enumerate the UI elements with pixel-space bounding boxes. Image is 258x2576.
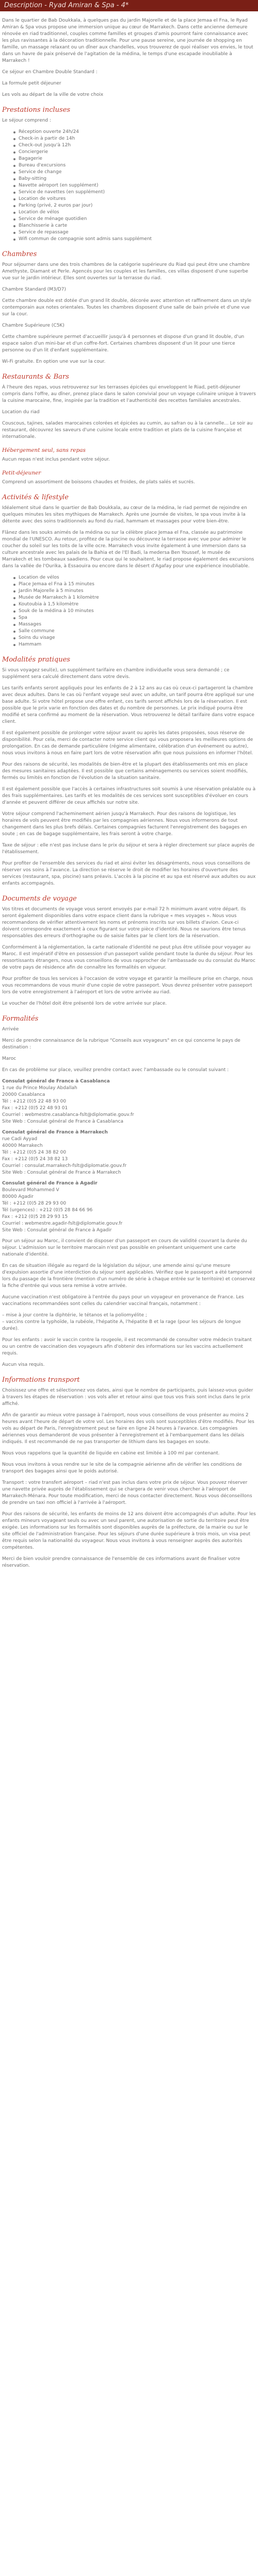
formalites-contact: En cas de problème sur place, veuillez prendre contact avec l'ambassade ou le consulat suivant :	[2, 1067, 229, 1073]
chambre-superieure-desc: Cette chambre supérieure permet d'accueillir jusqu'à 4 personnes et dispose d'un grand lit double, d'un espace salon d'un mini-bar et d'un coffre-fort. Certaines chambres disposent d'un lit pour une tierce personne ou d'un lit d'enfant supplémentaire.	[2, 334, 245, 353]
services-list	[2, 129, 256, 243]
list-item: Service de navettes (en supplément)	[13, 189, 256, 196]
list-item: Jardin Majorelle à 5 minutes	[13, 588, 256, 595]
activites-list	[2, 574, 256, 648]
transport-p5: Transport : votre transfert aéroport – riad n'est pas inclus dans votre prix de séjour. Vous pouvez réserver une navette privée auprès de l'établissement qui se chargera de venir vous chercher à l'aéroport de Marrakech-Ménara. Pour toute modification, merci de nous contacter directement. Nous vous déconseillons de prendre un taxi non officiel à l'arrivée à l'aéroport.	[2, 1480, 252, 1505]
bullet-icon	[13, 232, 15, 234]
bullet-icon	[13, 158, 15, 160]
list-item: Place Jemaa el Fna à 15 minutes	[13, 581, 256, 588]
restaurants-location: Location du riad	[2, 410, 40, 415]
bullet-icon	[13, 644, 15, 646]
list-item: Salle commune	[13, 628, 256, 635]
formalites-enfants: Pour les enfants : avoir le vaccin contre la rougeole, il est recommandé de consulter votre médecin traitant ou un centre de vaccination des voyageurs afin d'obtenir des informations sur les vaccins actuellement requis.	[2, 1337, 252, 1356]
list-item: Koutoubia à 1,5 kilomètre	[13, 601, 256, 608]
list-item: Check-out jusqu'à 12h	[13, 142, 256, 149]
bullet-icon	[13, 151, 15, 154]
heading-chambres: Chambres	[2, 250, 37, 258]
bullet-icon	[13, 172, 15, 174]
bullet-icon	[13, 590, 15, 592]
consulate-agadir-lines: Boulevard Mohammed V 80000 Agadir Tél : +212 (0)5 28 29 93 00 Tél (urgences) : +212 (0)5 28 84 66 96 Fax : +212 (0)5 28 29 93 15 Courriel : webmestre.agadir-fslt@diplomatie.gouv.fr Site Web : Consulat général de France à Agadir	[2, 1188, 123, 1233]
modalites-p8: Pour profiter de l'ensemble des services du riad et ainsi éviter les désagréments, nous vous conseillons de réserver vos soins à l'avance. La direction se réserve le droit de modifier les horaires d'ouverture des services (restaurant, spa, piscine) sans préavis. L'accès à la piscine et au spa est réservé aux adultes ou aux enfants accompagnés.	[2, 861, 256, 886]
documents-p4: Le voucher de l'hôtel doit être présenté lors de votre arrivée sur place.	[2, 1001, 167, 1006]
chambre-wifi-note: Wi-Fi gratuite. En option une vue sur la cour.	[2, 359, 106, 364]
heading-services-inclus: Prestations incluses	[2, 106, 71, 114]
bullet-icon	[13, 624, 15, 626]
chambre-standard-title: Chambre Standard (M3/D7)	[2, 287, 66, 292]
heading-documents: Documents de voyage	[2, 895, 77, 903]
bullet-icon	[13, 584, 15, 586]
formalites-conseils: Merci de prendre connaissance de la rubrique "Conseils aux voyageurs" en ce qui concerne le pays de destination :	[2, 1038, 240, 1050]
bullet-icon	[13, 131, 15, 133]
bullet-icon	[13, 225, 15, 227]
consulate-agadir-title: Consulat général de France à Agadir	[2, 1181, 98, 1186]
modalites-p6: Votre séjour comprend l'acheminement aérien jusqu'à Marrakech. Pour des raisons de logistique, les horaires de vols peuvent être modifiés par les compagnies aériennes. Nous vous informerons de tout changement dans les plus brefs délais. Certaines compagnies facturent l'enregistrement des bagages en soute ; en cas de bagage supplémentaire, les frais seront à votre charge.	[2, 811, 247, 837]
bullet-icon	[13, 611, 15, 613]
bullet-icon	[13, 604, 15, 606]
bullet-icon	[13, 138, 15, 140]
bullet-icon	[13, 178, 15, 180]
list-item: Service de ménage quotidien	[13, 216, 256, 223]
modalites-p2: Les tarifs enfants seront appliqués pour les enfants de 2 à 12 ans au cas où ceux-ci partageront la chambre avec deux adultes. Dans le cas où l'enfant voyage seul avec un adulte, un tarif pourra être appliqué sur une base adulte. Si votre hôtel propose une offre enfant, ces tarifs seront affichés lors de la réservation. Il est possible que le prix varie en fonction des dates et du nombre de personnes. Le prix indiqué pourra être modifié et sera confirmé au moment de la réservation. Vous retrouverez le détail tarifaire dans votre espace client.	[2, 686, 254, 724]
heading-transport: Informations transport	[2, 1376, 80, 1384]
documents-p2: Conformément à la réglementation, la carte nationale d'identité ne peut plus être utilisée pour voyager au Maroc. Il est impératif d'être en possession d'un passeport valide pendant toute la durée du séjour. Pour les ressortissants étrangers, nous vous conseillons de vous rapprocher de l'ambassade ou du consulat du Maroc de votre pays de résidence afin de connaître les formalités en vigueur.	[2, 945, 255, 970]
bullet-icon	[13, 637, 15, 639]
heading-petit-dejeuner: Petit-déjeuner	[2, 470, 41, 476]
heading-hebergement-seul: Hébergement seul, sans repas	[2, 447, 86, 453]
consulate-addresses	[2, 1078, 256, 1234]
list-item: Bureau d'excursions	[13, 162, 256, 169]
list-item: Check-in à partir de 14h	[13, 135, 256, 142]
restaurants-intro: À l'heure des repas, vous retrouverez sur les terrasses épicées qui enveloppent le Riad, petit-déjeuner compris dans l'offre, au dîner, prenez place dans le salon convivial pour un voyage culinaire unique à travers la cuisine marocaine, fine, inspirée par la tradition et l'authenticité des recettes familiales ancestrales.	[2, 385, 256, 403]
list-item: Bagagerie	[13, 156, 256, 162]
modalites-p3: Il est également possible de prolonger votre séjour avant ou après les dates proposées, sous réserve de disponibilité. Pour cela, merci de contacter notre service client qui vous proposera les meilleures options de prolongation. En cas de demande particulière (régime alimentaire, célébration d'un événement ou autre), nous vous invitons à nous en faire part lors de votre réservation afin que nous puissions en informer l'hôtel.	[2, 731, 253, 756]
bullet-icon	[13, 597, 15, 599]
list-item: Massages	[13, 621, 256, 628]
bullet-icon	[13, 205, 15, 207]
bullet-icon	[13, 631, 15, 633]
bullet-icon	[13, 145, 15, 147]
consulate-marrakech-title: Consulat général de France à Marrakech	[2, 1130, 108, 1135]
bullet-icon	[13, 617, 15, 619]
chambre-standard-desc: Cette chambre double est dotée d'un grand lit double, décorée avec attention et raffinement dans un style contemporain aux notes orientales. Toutes les chambres disposent d'une salle de bain privée et d'une vue sur la cour.	[2, 298, 252, 317]
list-item: Baby-sitting	[13, 176, 256, 182]
consulate-casablanca-lines: 1 rue du Prince Moulay Abdallah 20000 Casablanca Tél : +212 (0)5 22 48 93 00 Fax : +212 (0)5 22 48 93 01 Courriel : webmestre.casablanca-fslt@diplomatie.gouv.fr Site Web : Consulat général de France à Casablanca	[2, 1086, 134, 1124]
formalites-vaccins: Aucune vaccination n'est obligatoire à l'entrée du pays pour un voyageur en provenance de France. Les vaccinations recommandées sont celles du calendrier vaccinal français, notamment :	[2, 1295, 244, 1307]
chambre-superieure-title: Chambre Supérieure (C5K)	[2, 323, 64, 328]
list-item: Réception ouverte 24h/24	[13, 129, 256, 135]
consulate-agadir	[2, 1180, 256, 1234]
intro-flights: Les vols au départ de la ville de votre choix	[2, 92, 104, 97]
modalites-p1: Si vous voyagez seul(e), un supplément tarifaire en chambre individuelle vous sera demandé ; ce supplément sera calculé directement dans votre devis.	[2, 668, 230, 680]
documents-p3: Pour profiter de tous les services à l'occasion de votre voyage et garantir la meilleure prise en charge, nous vous recommandons de vous munir d'une copie de votre passeport. Vous devrez présenter votre passeport lors de votre enregistrement à l'aéroport et lors de votre arrivée au riad.	[2, 976, 253, 995]
transport-p7: Merci de bien vouloir prendre connaissance de l'ensemble de ces informations avant de finaliser votre réservation.	[2, 1556, 240, 1568]
transport-p2: Afin de garantir au mieux votre passage à l'aéroport, nous vous conseillons de vous présenter au moins 2 heures avant l'heure de départ de votre vol. Les horaires des vols sont susceptibles d'être modifiés. Pour les vols au départ de Paris, l'enregistrement peut se faire en ligne 24 heures à l'avance. Les compagnies aériennes vous demanderont de vous présenter à l'enregistrement et à l'embarquement dans les délais indiqués. Il est recommandé de ne pas transporter de lithium dans les bagages en soute.	[2, 1413, 254, 1445]
list-item: Blanchisserie à carte	[13, 223, 256, 229]
list-item: Navette aéroport (en supplément)	[13, 182, 256, 189]
list-item: Soins du visage	[13, 635, 256, 641]
list-item: Musée de Marrakech à 1 kilomètre	[13, 595, 256, 601]
petit-dejeuner-desc: Comprend un assortiment de boissons chaudes et froides, de plats salés et sucrés.	[2, 480, 195, 485]
bullet-icon	[13, 165, 15, 167]
modalites-p4: Pour des raisons de sécurité, les modalités de bien-être et la plupart des établissements ont mis en place des mesures sanitaires adaptées. Il est possible que certains aménagements ou services soient modifiés, fermés ou limités en fonction de l'évolution de la situation sanitaire.	[2, 762, 248, 781]
intro-stay-label: Ce séjour en Chambre Double Standard :	[2, 70, 98, 75]
formalites-visa: Aucun visa requis.	[2, 1362, 45, 1367]
transport-p1: Choisissez une offre et sélectionnez vos dates, ainsi que le nombre de participants, puis laissez-vous guider à travers les étapes de réservation : vos vols aller et retour ainsi que tous vos frais sont inclus dans le prix affiché.	[2, 1388, 253, 1406]
chambres-intro: Pour séjourner dans une des trois chambres de la catégorie supérieure du Riad qui peut être une chambre Amethyste, Diamant et Perle. Agencés pour les couples et les familles, ces villas disposent d'une superbe vue sur le jardin intérieur. Elles sont ouvertes sur la terrasse du riad.	[2, 262, 250, 281]
formalites-country: Maroc	[2, 1056, 17, 1061]
list-item: Conciergerie	[13, 149, 256, 156]
transport-p4: Nous vous invitons à vous rendre sur le site de la compagnie aérienne afin de vérifier les conditions de transport des bagages ainsi que le poids autorisé.	[2, 1462, 242, 1474]
documents-p1: Vos titres et documents de voyage vous seront envoyés par e-mail 72 h minimum avant votre départ. Ils seront également disponibles dans votre espace client dans la rubrique « mes voyages ». Nous vous recommandons de vérifier attentivement les noms et prénoms inscrits sur vos billets d'avion. Ceux-ci doivent correspondre exactement à ceux figurant sur votre pièce d'identité. Nous ne saurions être tenus responsables des erreurs d'orthographe ou de saisie faites par le client lors de la réservation.	[2, 907, 246, 939]
formalites-arrivee: Arrivée	[2, 1027, 19, 1032]
list-item: Wifi commun de compagnie sont admis sans supplément	[13, 236, 256, 243]
transport-p3: Nous vous rappelons que la quantité de liquide en cabine est limitée à 100 ml par contenant.	[2, 1451, 220, 1456]
list-item: Souk de la médina à 10 minutes	[13, 608, 256, 615]
list-item: Location de vélos	[13, 574, 256, 581]
consulate-casablanca	[2, 1078, 256, 1125]
formalites-vaccins-list: – mise à jour contre la diphtérie, le tétanos et la poliomyélite ; – vaccins contre la typhoïde, la rubéole, l'hépatite A, l'hépatite B et la rage (pour les séjours de longue durée).	[2, 1313, 241, 1331]
bullet-icon	[13, 212, 15, 214]
bullet-icon	[13, 185, 15, 187]
consulate-casablanca-title: Consulat général de France à Casablanca	[2, 1079, 110, 1084]
list-item: Service de change	[13, 169, 256, 176]
bullet-icon	[13, 577, 15, 579]
list-item: Parking (privé, 2 euros par jour)	[13, 202, 256, 209]
activites-desc: Flânez dans les souks animés de la médina ou sur la célèbre place Jemaa el Fna, classée au patrimoine mondial de l'UNESCO. Au retour, profitez de la piscine ou découvrez la terrasse avec vue pour admirer le coucher du soleil sur les toits de la ville ocre. Marrakech vous invite également à une immersion dans sa culture ancestrale avec les palais de la Bahia et de l'El Badi, la medersa Ben Youssef, le musée de Marrakech et les tombeaux saadiens. Pour ceux qui le souhaitent, le riad propose également des excursions dans la vallée de l'Ourika, à Essaouira ou encore dans le désert d'Agafay pour une expérience inoubliable.	[2, 530, 254, 569]
modalites-p7: Taxe de séjour : elle n'est pas incluse dans le prix du séjour et sera à régler directement sur place auprès de l'établissement.	[2, 843, 255, 855]
formalites-passport: Pour un séjour au Maroc, il convient de disposer d'un passeport en cours de validité couvrant la durée du séjour. L'admission sur le territoire marocain n'est pas possible en présentant uniquement une carte nationale d'identité.	[2, 1239, 247, 1257]
modalites-p5: Il est également possible que l'accès à certaines infrastructures soit soumis à une réservation préalable ou à des frais supplémentaires. Les tarifs et les modalités de ces services sont susceptibles d'évoluer en cours d'année et peuvent différer de ceux affichés sur notre site.	[2, 787, 256, 805]
heading-formalites: Formalités	[2, 1015, 39, 1023]
hebergement-seul-desc: Aucun repas n'est inclus pendant votre séjour.	[2, 457, 110, 462]
list-item: Location de voitures	[13, 196, 256, 202]
intro-paragraph: Dans le quartier de Bab Doukkala, à quelques pas du jardin Majorelle et de la place Jemaa el Fna, le Ryad Amiran & Spa vous propose une immersion unique au cœur de Marrakech. Dans cette ancienne demeure rénovée en riad traditionnel, couples comme familles et groupes d'amis pourront faire connaissance avec les plus ravissantes à la décoration traditionnelle. Pour une pause sereine, une journée de shopping en famille, un massage relaxant ou un dîner aux chandelles, vous trouverez de quoi réaliser vos envies, le tout dans un havre de paix préservé de l'agitation de la médina, le temps d'une escapade inoubliable à Marrakech !	[2, 18, 253, 63]
bullet-icon	[13, 239, 15, 241]
list-item: Spa	[13, 615, 256, 621]
list-item: Service de repassage	[13, 229, 256, 236]
consulate-marrakech-lines: rue Cadi Ayyad 40000 Marrakech Tél : +212 (0)5 24 38 82 00 Fax : +212 (0)5 24 38 82 13 Courriel : consulat.marrakech-fslt@diplomatie.gouv.fr Site Web : Consulat général de France à Marrakech	[2, 1137, 127, 1175]
bullet-icon	[13, 192, 15, 194]
activites-intro: Idéalement situé dans le quartier de Bab Doukkala, au cœur de la médina, le riad permet de rejoindre en quelques minutes les sites mythiques de Marrakech. Après une journée de visites, le spa vous invite à la détente avec des soins traditionnels au fond du riad, hammam et massages pour votre bien-être.	[2, 505, 247, 524]
list-item: Hammam	[13, 641, 256, 648]
heading-restaurants: Restaurants & Bars	[2, 373, 69, 381]
restaurants-cuisine: Couscous, tajines, salades marocaines colorées et épicées au cumin, au safran ou à la cannelle... Le soir au restaurant, découvrez les saveurs d'une cuisine locale entre tradition et plats de la cuisine française et internationale.	[2, 421, 253, 439]
transport-p6: Pour des raisons de sécurité, les enfants de moins de 12 ans doivent être accompagnés d'un adulte. Pour les enfants mineurs voyageant seuls ou avec un seul parent, une autorisation de sortie du territoire peut être exigée. Les informations sur les formalités sont disponibles auprès de la préfecture, de la mairie ou sur le site officiel de l'administration française. Pour les séjours d'une durée supérieure à trois mois, un visa peut être requis selon la nationalité du voyageur. Nous vous invitons à vous renseigner auprès des autorités compétentes.	[2, 1512, 256, 1550]
consulate-marrakech	[2, 1129, 256, 1176]
services-intro: Le séjour comprend :	[2, 118, 52, 123]
intro-formula: La formule petit déjeuner	[2, 81, 61, 86]
page-title-banner: Description - Ryad Amiran & Spa - 4*	[0, 0, 258, 11]
bullet-icon	[13, 218, 15, 221]
list-item: Location de vélos	[13, 209, 256, 216]
heading-activites: Activités & lifestyle	[2, 494, 69, 501]
bullet-icon	[13, 198, 15, 200]
formalites-illegal: En cas de situation illégale au regard de la législation du séjour, une amende ainsi qu'une mesure d'expulsion assortie d'une interdiction du séjour sont applicables. Vérifiez que le passeport a été tamponné lors du passage de la frontière (mention d'un numéro de série à chaque entrée sur le territoire) et conservez la fiche d'entrée qui vous sera remise à votre arrivée.	[2, 1263, 255, 1289]
heading-modalites: Modalités pratiques	[2, 656, 70, 664]
